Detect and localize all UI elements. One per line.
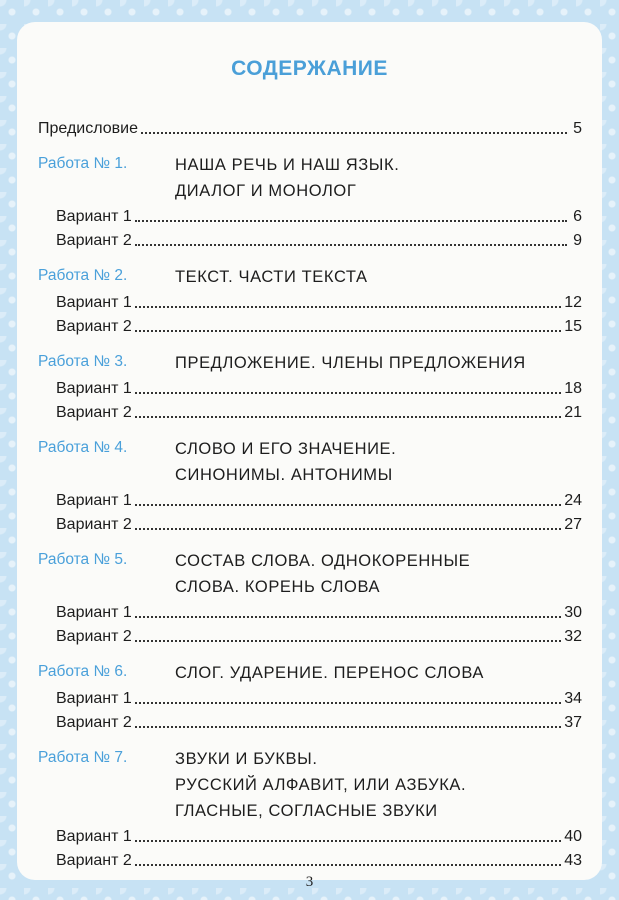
toc-row-variant[interactable] — [38, 314, 582, 338]
toc-page-number: 27 — [564, 516, 582, 533]
toc-row-variant[interactable] — [38, 848, 582, 872]
leader-dots — [135, 864, 561, 866]
spacer — [38, 424, 582, 434]
toc-entry-label: Вариант 1 — [56, 294, 132, 311]
toc-page-number: 12 — [564, 294, 582, 311]
toc-row-variant[interactable] — [38, 710, 582, 734]
spacer — [38, 734, 582, 744]
section-heading-line: РУССКИЙ АЛФАВИТ, ИЛИ АЗБУКА. — [175, 776, 467, 794]
section-heading — [175, 152, 399, 204]
toc-section — [38, 152, 582, 204]
toc-entry-label: Вариант 1 — [56, 690, 132, 707]
toc-entry-label: Вариант 2 — [56, 318, 132, 335]
toc-section — [38, 350, 582, 376]
leader-dots — [135, 392, 561, 394]
toc-row-variant[interactable] — [38, 512, 582, 536]
section-number: Работа № 1. — [38, 155, 128, 172]
spacer — [38, 648, 582, 658]
leader-dots — [135, 528, 561, 530]
page-number: 3 — [305, 874, 314, 890]
section-heading-line: СИНОНИМЫ. АНТОНИМЫ — [175, 466, 393, 484]
page-title: СОДЕРЖАНИЕ — [231, 57, 388, 80]
toc-row-variant[interactable] — [38, 600, 582, 624]
toc-page-number: 34 — [564, 690, 582, 707]
toc-entry-label: Вариант 2 — [56, 232, 132, 249]
toc-row-variant[interactable] — [38, 488, 582, 512]
toc-entry-label: Вариант 2 — [56, 516, 132, 533]
section-heading-line: СОСТАВ СЛОВА. ОДНОКОРЕННЫЕ — [175, 552, 471, 570]
toc-page-number: 18 — [564, 380, 582, 397]
leader-dots — [135, 330, 561, 332]
toc-entry-label: Вариант 1 — [56, 828, 132, 845]
section-heading-line: ДИАЛОГ И МОНОЛОГ — [175, 182, 357, 200]
leader-dots — [135, 416, 561, 418]
section-heading-line: ТЕКСТ. ЧАСТИ ТЕКСТА — [175, 268, 368, 286]
toc-entry-label: Вариант 1 — [56, 208, 132, 225]
leader-dots — [135, 840, 561, 842]
toc-row-variant[interactable] — [38, 624, 582, 648]
toc-row-variant[interactable] — [38, 290, 582, 314]
toc-section — [38, 264, 582, 290]
leader-dots — [135, 220, 567, 222]
toc-entry-label: Вариант 2 — [56, 714, 132, 731]
toc-page-number: 43 — [564, 852, 582, 869]
section-heading-line: НАША РЕЧЬ И НАШ ЯЗЫК. — [175, 156, 400, 174]
leader-dots — [135, 244, 567, 246]
section-heading-line: СЛОВО И ЕГО ЗНАЧЕНИЕ. — [175, 440, 397, 458]
section-number: Работа № 2. — [38, 267, 128, 284]
toc-row-variant[interactable] — [38, 204, 582, 228]
leader-dots — [135, 726, 561, 728]
toc-entry-label: Предисловие — [38, 120, 138, 137]
toc-row-variant[interactable] — [38, 824, 582, 848]
toc-entry-label: Вариант 1 — [56, 604, 132, 621]
toc-entry-label: Вариант 2 — [56, 852, 132, 869]
toc-row-variant[interactable] — [38, 400, 582, 424]
toc-page-number: 6 — [573, 208, 582, 225]
leader-dots — [141, 132, 567, 134]
toc-section — [38, 436, 582, 488]
section-heading — [175, 746, 466, 824]
toc-section — [38, 660, 582, 686]
toc-page-number: 32 — [564, 628, 582, 645]
section-number: Работа № 3. — [38, 353, 128, 370]
section-heading-line: ГЛАСНЫЕ, СОГЛАСНЫЕ ЗВУКИ — [175, 802, 438, 820]
section-heading-line: СЛОВА. КОРЕНЬ СЛОВА — [175, 578, 381, 596]
section-number: Работа № 5. — [38, 551, 128, 568]
section-number: Работа № 6. — [38, 663, 128, 680]
section-number: Работа № 7. — [38, 749, 128, 766]
toc-row-preface[interactable] — [38, 116, 582, 140]
spacer — [38, 252, 582, 262]
toc-row-variant[interactable] — [38, 686, 582, 710]
spacer — [38, 536, 582, 546]
toc-entry-label: Вариант 2 — [56, 628, 132, 645]
toc-page-number: 15 — [564, 318, 582, 335]
leader-dots — [135, 640, 561, 642]
toc-page-number: 40 — [564, 828, 582, 845]
section-heading-line: ЗВУКИ И БУКВЫ. — [175, 750, 318, 768]
toc-section — [38, 746, 582, 824]
leader-dots — [135, 616, 561, 618]
toc-entry-label: Вариант 2 — [56, 404, 132, 421]
section-heading — [175, 264, 368, 290]
toc-row-variant[interactable] — [38, 228, 582, 252]
spacer — [38, 140, 582, 150]
leader-dots — [135, 504, 561, 506]
section-heading — [175, 436, 396, 488]
toc-page-number: 21 — [564, 404, 582, 421]
toc-section — [38, 548, 582, 600]
section-number: Работа № 4. — [38, 439, 128, 456]
toc-entry-label: Вариант 1 — [56, 380, 132, 397]
toc-page-number: 5 — [573, 120, 582, 137]
leader-dots — [135, 702, 561, 704]
leader-dots — [135, 306, 561, 308]
toc-row-variant[interactable] — [38, 376, 582, 400]
section-heading-line: ПРЕДЛОЖЕНИЕ. ЧЛЕНЫ ПРЕДЛОЖЕНИЯ — [175, 354, 526, 372]
section-heading — [175, 548, 470, 600]
toc-page-number: 37 — [564, 714, 582, 731]
spacer — [38, 338, 582, 348]
table-of-contents — [38, 116, 582, 872]
toc-page-number: 30 — [564, 604, 582, 621]
toc-entry-label: Вариант 1 — [56, 492, 132, 509]
section-heading — [175, 350, 526, 376]
toc-page-number: 9 — [573, 232, 582, 249]
section-heading — [175, 660, 484, 686]
section-heading-line: СЛОГ. УДАРЕНИЕ. ПЕРЕНОС СЛОВА — [175, 664, 485, 682]
toc-page-number: 24 — [564, 492, 582, 509]
